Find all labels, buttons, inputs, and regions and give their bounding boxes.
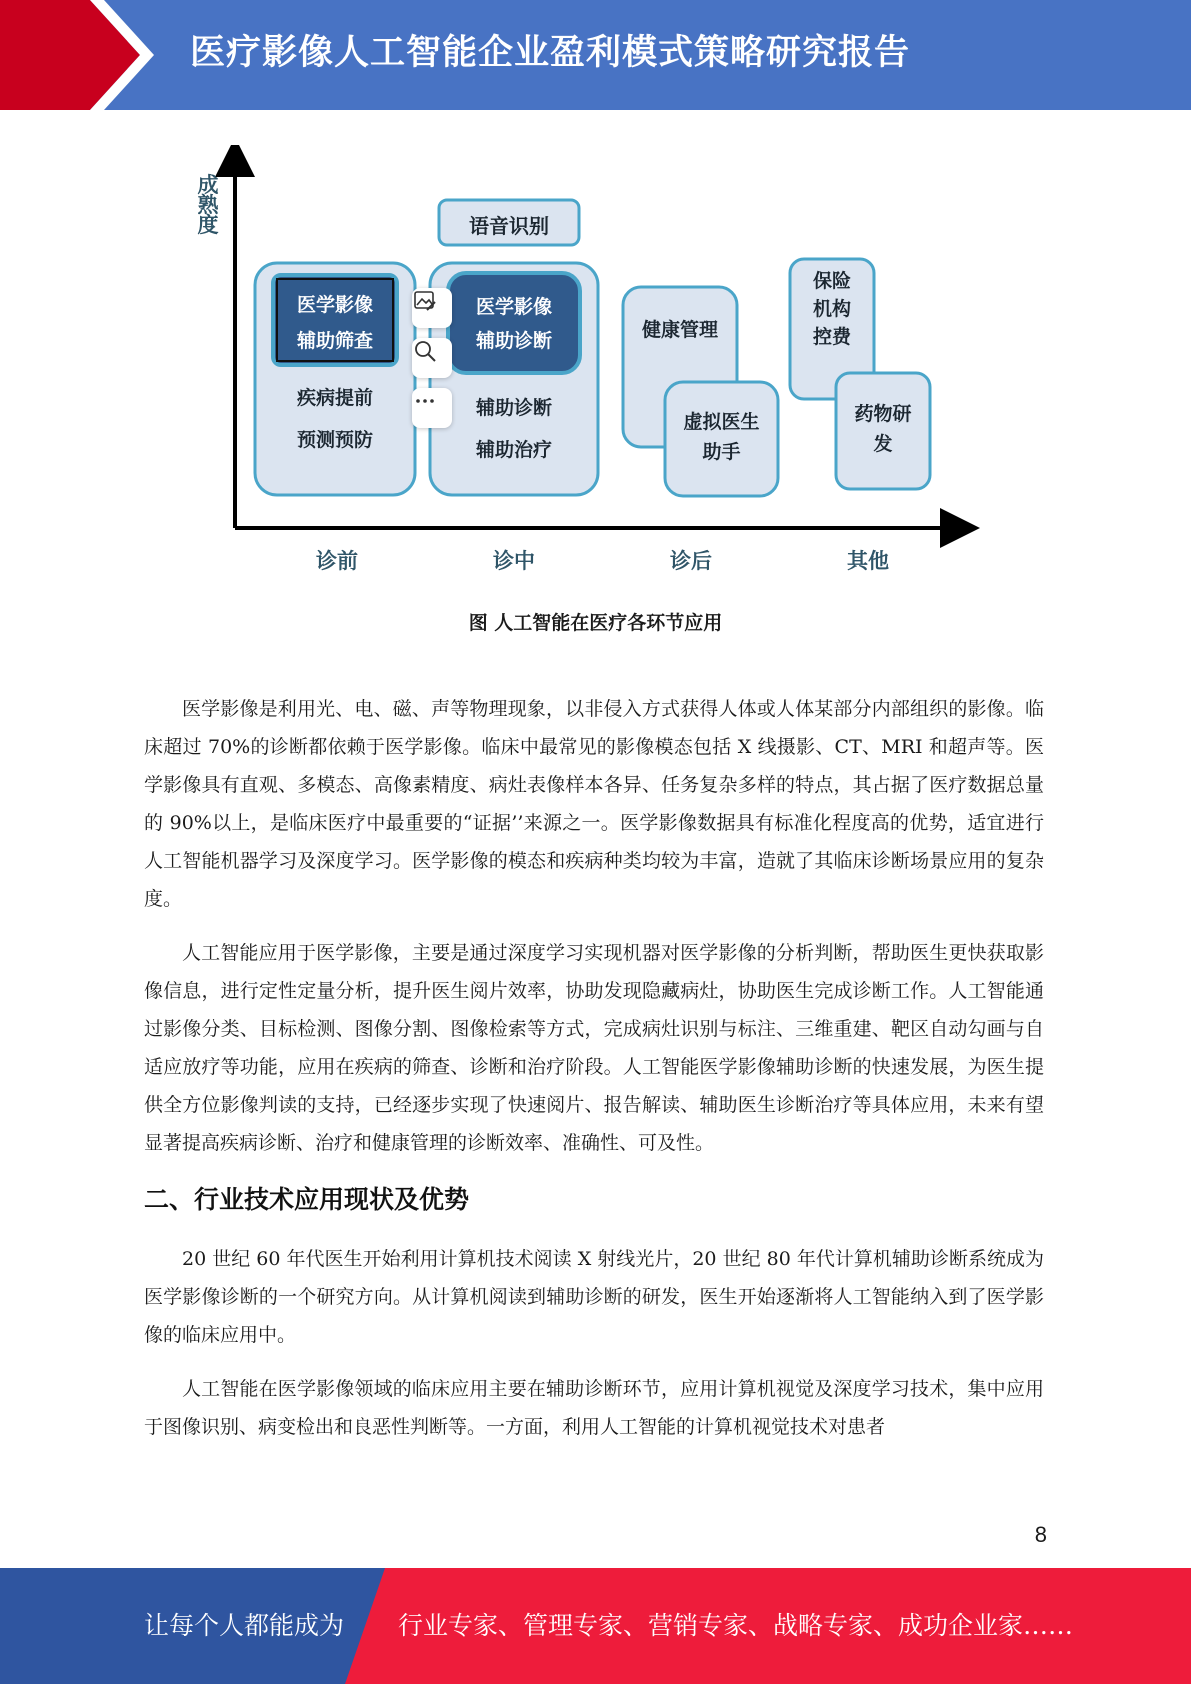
paragraph: 20 世纪 60 年代医生开始利用计算机技术阅读 X 射线光片，20 世纪 80 年代计算机辅助诊断系统成为医学影像诊断的一个研究方向。从计算机阅读到辅助诊断的研发，医生开始逐渐将人工智能纳入到了医学影像的临床应用中。 bbox=[144, 1248, 1044, 1346]
health-management-label: 健康管理 bbox=[641, 319, 718, 341]
y-axis-label bbox=[194, 175, 222, 235]
virtual-doctor-line: 虚拟医生 bbox=[683, 411, 760, 433]
drug-research-label bbox=[836, 399, 930, 459]
mid-dark-line: 辅助诊断 bbox=[475, 330, 552, 352]
mid-light-label bbox=[430, 387, 598, 471]
pre-prevention-line: 预测预防 bbox=[296, 429, 373, 451]
magnifier-glyph bbox=[412, 338, 438, 364]
insurance-line: 控费 bbox=[812, 326, 851, 348]
insurance-line: 保险 bbox=[812, 270, 851, 292]
page-header bbox=[0, 0, 1191, 110]
pre-screening-label bbox=[273, 287, 397, 359]
footer-slogan-right: 行业专家、管理专家、营销专家、战略专家、成功企业家…… bbox=[398, 1611, 1074, 1640]
pre-prevention-line: 疾病提前 bbox=[296, 387, 373, 409]
mid-dark-line: 医学影像 bbox=[475, 296, 552, 318]
insurance-label bbox=[790, 267, 874, 351]
x-label-post: 诊后 bbox=[670, 549, 712, 573]
y-axis-label-char: 度 bbox=[197, 213, 219, 237]
speech-recognition-label: 语音识别 bbox=[469, 214, 549, 238]
y-axis-label-char: 成 bbox=[197, 173, 219, 197]
virtual-doctor-line: 助手 bbox=[702, 441, 741, 463]
more-icon[interactable] bbox=[412, 388, 452, 428]
section-heading: 二、行业技术应用现状及优势 bbox=[144, 1185, 470, 1214]
image-edit-icon[interactable] bbox=[412, 288, 452, 328]
body-content bbox=[144, 690, 1044, 1462]
x-label-mid: 诊中 bbox=[493, 549, 535, 573]
report-title: 医疗影像人工智能企业盈利模式策略研究报告 bbox=[190, 33, 911, 73]
insurance-line: 机构 bbox=[812, 298, 851, 320]
drug-research-line: 药物研 bbox=[854, 403, 912, 425]
drug-research-line: 发 bbox=[873, 433, 893, 455]
pre-prevention-label bbox=[255, 377, 415, 461]
page-footer bbox=[0, 1568, 1191, 1684]
virtual-doctor-label bbox=[665, 407, 778, 467]
pre-screening-line: 辅助筛查 bbox=[296, 330, 373, 352]
diagram-graphics bbox=[180, 145, 980, 575]
mid-light-line: 辅助治疗 bbox=[475, 439, 552, 461]
page-number: 8 bbox=[1034, 1522, 1047, 1547]
mid-light-line: 辅助诊断 bbox=[475, 397, 552, 419]
mid-dark-label bbox=[448, 290, 580, 358]
magnifier-icon[interactable] bbox=[412, 338, 452, 378]
pre-screening-line: 医学影像 bbox=[296, 294, 373, 316]
figure-caption: 图 人工智能在医疗各环节应用 bbox=[468, 612, 723, 634]
image-edit-glyph bbox=[412, 288, 438, 314]
footer-slogan-left: 让每个人都能成为 bbox=[144, 1611, 345, 1640]
ai-application-diagram bbox=[180, 145, 980, 575]
paragraph: 医学影像是利用光、电、磁、声等物理现象，以非侵入方式获得人体或人体某部分内部组织的影像。临床超过 70%的诊断都依赖于医学影像。临床中最常见的影像模态包括 X 线摄影、CT、MRI 和超声等。医学影像具有直观、多模态、高像素精度、病灶表像样本各异、任务复杂多样的特点，其占据了医疗数据总量的 90%以上，是临床医疗中最重要的“证据’’来源之一。医学影像数据具有标准化程度高的优势，适宜进行人工智能机器学习及深度学习。医学影像的模态和疾病种类均较为丰富，造就了其临床诊断场景应用的复杂度。 bbox=[144, 698, 1044, 910]
more-glyph bbox=[412, 388, 438, 414]
paragraph: 人工智能在医学影像领域的临床应用主要在辅助诊断环节，应用计算机视觉及深度学习技术，集中应用于图像识别、病变检出和良恶性判断等。一方面，利用人工智能的计算机视觉技术对患者 bbox=[144, 1378, 1044, 1438]
paragraph: 人工智能应用于医学影像，主要是通过深度学习实现机器对医学影像的分析判断，帮助医生更快获取影像信息，进行定性定量分析，提升医生阅片效率，协助发现隐藏病灶，协助医生完成诊断工作。人工智能通过影像分类、目标检测、图像分割、图像检索等方式，完成病灶识别与标注、三维重建、靶区自动勾画与自适应放疗等功能，应用在疾病的筛查、诊断和治疗阶段。人工智能医学影像辅助诊断的快速发展，为医生提供全方位影像判读的支持，已经逐步实现了快速阅片、报告解读、辅助医生诊断治疗等具体应用，未来有望显著提高疾病诊断、治疗和健康管理的诊断效率、准确性、可及性。 bbox=[144, 942, 1044, 1154]
x-label-other: 其他 bbox=[847, 549, 889, 573]
y-axis-label-char: 熟 bbox=[197, 193, 219, 217]
x-label-pre: 诊前 bbox=[316, 549, 358, 573]
